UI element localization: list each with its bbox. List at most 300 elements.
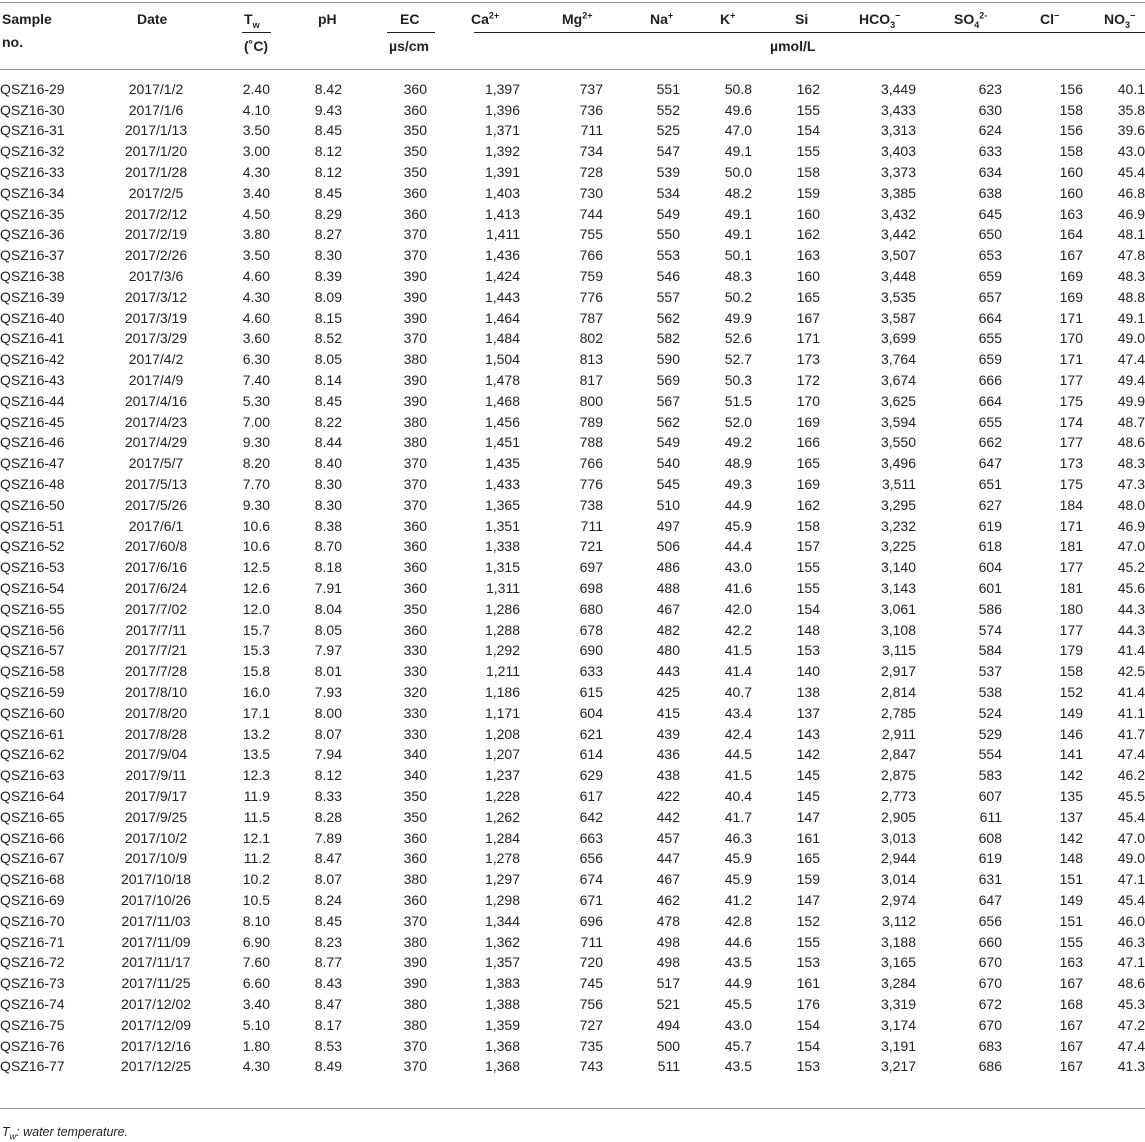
cell-tw: 3.40: [242, 995, 270, 1012]
cell-no3: 47.1: [1117, 871, 1145, 888]
cell-tw: 8.10: [242, 912, 270, 929]
cell-si: 162: [796, 80, 820, 97]
cell-no3: 42.5: [1117, 663, 1145, 680]
table-row: [0, 204, 1145, 225]
cell-cl: 163: [1059, 205, 1083, 222]
table-row: [0, 162, 1145, 183]
cell-mg: 813: [579, 351, 603, 368]
cell-ec: 370: [403, 226, 427, 243]
cell-mg: 711: [580, 933, 603, 950]
cell-mg: 614: [579, 746, 603, 763]
cell-ph: 8.05: [314, 351, 342, 368]
table-row: [0, 641, 1145, 662]
cell-date: 2017/10/26: [120, 891, 192, 908]
cell-k: 43.0: [724, 1016, 752, 1033]
cell-ca: 1,292: [484, 642, 520, 659]
cell-ec: 360: [403, 850, 427, 867]
cell-sample-no: QSZ16-48: [0, 476, 65, 493]
cell-ph: 8.44: [314, 434, 342, 451]
cell-date: 2017/4/16: [124, 392, 188, 409]
cell-hco3: 3,448: [880, 268, 916, 285]
cell-hco3: 3,191: [880, 1037, 916, 1054]
cell-mg: 690: [579, 642, 603, 659]
cell-hco3: 3,433: [880, 101, 916, 118]
cell-ec: 380: [403, 351, 427, 368]
cell-na: 569: [656, 372, 680, 389]
cell-so4: 670: [978, 954, 1002, 971]
cell-date: 2017/11/03: [121, 912, 191, 929]
cell-sample-no: QSZ16-34: [0, 184, 65, 201]
cell-cl: 177: [1059, 434, 1083, 451]
cell-date: 2017/5/13: [124, 476, 188, 493]
cell-hco3: 2,974: [880, 891, 916, 908]
cell-k: 52.7: [724, 351, 752, 368]
cell-ec: 340: [403, 746, 427, 763]
cell-tw: 7.00: [242, 413, 270, 430]
cell-no3: 49.9: [1117, 392, 1145, 409]
cell-no3: 48.6: [1117, 975, 1145, 992]
cell-sample-no: QSZ16-75: [0, 1016, 65, 1033]
cell-cl: 151: [1059, 912, 1083, 929]
cell-k: 48.9: [724, 455, 752, 472]
cell-sample-no: QSZ16-41: [0, 330, 65, 347]
cell-k: 52.6: [724, 330, 752, 347]
cell-so4: 638: [978, 184, 1002, 201]
cell-sample-no: QSZ16-42: [0, 351, 65, 368]
cell-hco3: 3,174: [880, 1016, 916, 1033]
cell-na: 552: [656, 101, 680, 118]
cell-ca: 1,368: [484, 1058, 520, 1075]
cell-sample-no: QSZ16-60: [0, 704, 65, 721]
cell-hco3: 3,764: [880, 351, 916, 368]
cell-ec: 380: [403, 434, 427, 451]
cell-cl: 158: [1059, 101, 1083, 118]
cell-sample-no: QSZ16-66: [0, 829, 65, 846]
cell-si: 169: [796, 476, 820, 493]
cell-sample-no: QSZ16-73: [0, 975, 65, 992]
cell-ca: 1,478: [484, 372, 520, 389]
cell-ec: 370: [403, 496, 427, 513]
cell-tw: 4.10: [242, 101, 270, 118]
cell-ec: 350: [403, 787, 427, 804]
cell-tw: 15.7: [242, 621, 270, 638]
header-k: K+: [720, 10, 736, 27]
cell-so4: 624: [978, 122, 1002, 139]
cell-mg: 789: [579, 413, 603, 430]
cell-na: 415: [656, 704, 680, 721]
cell-mg: 663: [579, 829, 603, 846]
cell-hco3: 3,449: [880, 80, 916, 97]
cell-no3: 48.6: [1117, 434, 1145, 451]
cell-cl: 137: [1059, 808, 1083, 825]
header-so4: $SO_4^{2-}$: [954, 10, 988, 30]
cell-ca: 1,433: [484, 476, 520, 493]
cell-tw: 6.30: [242, 351, 270, 368]
cell-so4: 672: [978, 995, 1002, 1012]
cell-na: 488: [656, 580, 680, 597]
cell-si: 161: [796, 975, 820, 992]
header-conc-unit: µmol/L: [770, 38, 816, 54]
cell-hco3: 2,911: [882, 725, 916, 742]
cell-date: 2017/4/2: [128, 351, 184, 368]
cell-ca: 1,262: [484, 808, 520, 825]
cell-ph: 7.89: [314, 829, 342, 846]
cell-hco3: 3,225: [880, 538, 916, 555]
cell-na: 443: [656, 663, 680, 680]
cell-mg: 629: [579, 767, 603, 784]
cell-no3: 41.3: [1117, 1058, 1145, 1075]
cell-ca: 1,383: [484, 975, 520, 992]
table-row: [0, 287, 1145, 308]
cell-no3: 41.7: [1117, 725, 1145, 742]
cell-ca: 1,397: [484, 80, 520, 97]
cell-ph: 8.24: [314, 891, 342, 908]
cell-date: 2017/5/7: [128, 455, 184, 472]
header-ph: pH: [318, 11, 337, 27]
cell-sample-no: QSZ16-43: [0, 372, 65, 389]
cell-sample-no: QSZ16-71: [0, 933, 65, 950]
cell-hco3: 2,814: [880, 684, 916, 700]
cell-no3: 39.6: [1117, 122, 1145, 139]
cell-date: 2017/12/16: [120, 1037, 192, 1054]
cell-ec: 350: [403, 143, 427, 160]
table-row: [0, 911, 1145, 932]
cell-mg: 738: [579, 496, 603, 513]
cell-mg: 766: [579, 455, 603, 472]
table-row: [0, 745, 1145, 766]
cell-sample-no: QSZ16-51: [0, 517, 65, 534]
cell-sample-no: QSZ16-54: [0, 580, 65, 597]
cell-date: 2017/8/10: [124, 684, 188, 700]
cell-mg: 743: [579, 1058, 603, 1075]
cell-k: 45.9: [724, 871, 752, 888]
table-row: [0, 1056, 1145, 1077]
header-cl: Cl−: [1040, 10, 1060, 27]
table-row: [0, 266, 1145, 287]
cell-ec: 380: [403, 995, 427, 1012]
cell-ph: 8.27: [314, 226, 342, 243]
cell-ca: 1,338: [484, 538, 520, 555]
header-mg: $Mg^{2+}$: [562, 10, 593, 27]
cell-ca: 1,359: [484, 1016, 520, 1033]
cell-no3: 45.3: [1117, 995, 1145, 1012]
cell-sample-no: QSZ16-50: [0, 496, 65, 513]
cell-ca: 1,351: [484, 517, 520, 534]
cell-na: 494: [656, 1016, 680, 1033]
cell-ph: 8.53: [314, 1037, 342, 1054]
cell-mg: 711: [580, 517, 603, 534]
cell-ec: 330: [403, 642, 427, 659]
cell-no3: 46.9: [1117, 205, 1145, 222]
cell-k: 41.5: [724, 642, 752, 659]
cell-cl: 184: [1059, 496, 1083, 513]
cell-sample-no: QSZ16-69: [0, 891, 65, 908]
cell-tw: 4.60: [242, 268, 270, 285]
cell-ca: 1,403: [484, 184, 520, 201]
cell-k: 50.2: [724, 288, 752, 305]
cell-no3: 41.4: [1117, 642, 1145, 659]
cell-tw: 3.60: [242, 330, 270, 347]
cell-date: 2017/2/12: [124, 205, 188, 222]
cell-si: 143: [796, 725, 820, 742]
cell-so4: 645: [978, 205, 1002, 222]
cell-ec: 360: [403, 517, 427, 534]
cell-k: 43.0: [724, 559, 752, 576]
cell-date: 2017/6/16: [124, 559, 188, 576]
cell-mg: 680: [579, 600, 603, 617]
cell-sample-no: QSZ16-33: [0, 164, 65, 181]
cell-tw: 5.10: [242, 1016, 270, 1033]
cell-hco3: 3,625: [880, 392, 916, 409]
cell-so4: 683: [978, 1037, 1002, 1054]
cell-sample-no: QSZ16-52: [0, 538, 65, 555]
table-row: [0, 141, 1145, 162]
cell-sample-no: QSZ16-39: [0, 288, 65, 305]
cell-ph: 9.43: [314, 101, 342, 118]
header-tw-unit: (˚C): [244, 38, 269, 54]
cell-date: 2017/1/20: [124, 143, 188, 160]
cell-no3: 47.8: [1117, 247, 1145, 264]
table-body: [0, 79, 1145, 1077]
cell-date: 2017/9/04: [124, 746, 188, 763]
cell-ec: 360: [403, 580, 427, 597]
table-row: [0, 848, 1145, 869]
cell-ph: 8.28: [314, 808, 342, 825]
cell-sample-no: QSZ16-29: [0, 80, 65, 97]
cell-date: 2017/11/09: [121, 933, 191, 950]
cell-sample-no: QSZ16-30: [0, 101, 65, 118]
cell-ca: 1,284: [484, 829, 520, 846]
cell-na: 498: [656, 954, 680, 971]
cell-ec: 370: [403, 912, 427, 929]
cell-ec: 370: [403, 476, 427, 493]
cell-cl: 167: [1059, 1037, 1083, 1054]
cell-na: 539: [656, 164, 680, 181]
cell-no3: 41.1: [1117, 704, 1145, 721]
cell-tw: 12.3: [242, 767, 270, 784]
cell-ca: 1,468: [484, 392, 520, 409]
cell-mg: 721: [579, 538, 603, 555]
cell-ca: 1,362: [484, 933, 520, 950]
cell-k: 43.5: [724, 954, 752, 971]
cell-so4: 657: [978, 288, 1002, 305]
cell-hco3: 3,674: [880, 372, 916, 389]
cell-cl: 156: [1059, 80, 1083, 97]
cell-ca: 1,208: [484, 725, 520, 742]
cell-ec: 390: [403, 288, 427, 305]
cell-k: 49.1: [724, 143, 752, 160]
table-row: [0, 724, 1145, 745]
cell-no3: 48.3: [1117, 268, 1145, 285]
cell-so4: 623: [978, 80, 1002, 97]
cell-date: 2017/11/25: [121, 975, 191, 992]
cell-k: 44.9: [724, 975, 752, 992]
cell-ph: 8.39: [314, 268, 342, 285]
table-row: [0, 308, 1145, 329]
cell-k: 49.1: [724, 205, 752, 222]
cell-na: 436: [656, 746, 680, 763]
cell-ph: 7.94: [314, 746, 342, 763]
cell-mg: 776: [579, 476, 603, 493]
cell-ec: 350: [403, 808, 427, 825]
cell-k: 50.8: [724, 80, 752, 97]
cell-sample-no: QSZ16-45: [0, 413, 65, 430]
cell-so4: 604: [978, 559, 1002, 576]
cell-tw: 13.5: [242, 746, 270, 763]
cell-ca: 1,288: [484, 621, 520, 638]
cell-so4: 670: [978, 975, 1002, 992]
cell-date: 2017/3/12: [124, 288, 188, 305]
cell-cl: 148: [1059, 850, 1083, 867]
cell-ph: 8.29: [314, 205, 342, 222]
cell-so4: 611: [979, 808, 1002, 825]
cell-ph: 8.45: [314, 184, 342, 201]
cell-date: 2017/10/9: [124, 850, 188, 867]
cell-hco3: 3,403: [880, 143, 916, 160]
cell-mg: 737: [579, 80, 603, 97]
cell-na: 582: [656, 330, 680, 347]
cell-k: 45.5: [724, 995, 752, 1012]
cell-ph: 8.12: [314, 143, 342, 160]
cell-so4: 607: [978, 787, 1002, 804]
cell-ph: 8.30: [314, 247, 342, 264]
cell-date: 2017/9/17: [124, 787, 188, 804]
cell-cl: 170: [1059, 330, 1083, 347]
cell-no3: 46.8: [1117, 184, 1145, 201]
cell-k: 49.2: [724, 434, 752, 451]
cell-ec: 370: [403, 247, 427, 264]
cell-sample-no: QSZ16-59: [0, 684, 65, 700]
cell-hco3: 3,140: [880, 559, 916, 576]
cell-hco3: 3,232: [880, 517, 916, 534]
cell-cl: 163: [1059, 954, 1083, 971]
cell-ph: 8.47: [314, 995, 342, 1012]
cell-so4: 608: [978, 829, 1002, 846]
cell-mg: 698: [579, 580, 603, 597]
cell-mg: 766: [579, 247, 603, 264]
cell-na: 480: [656, 642, 680, 659]
cell-ca: 1,228: [484, 787, 520, 804]
table-row: [0, 495, 1145, 516]
table-row: [0, 557, 1145, 578]
cell-date: 2017/1/13: [124, 122, 188, 139]
cell-no3: 44.3: [1117, 600, 1145, 617]
cell-tw: 7.70: [242, 476, 270, 493]
cell-no3: 49.0: [1117, 850, 1145, 867]
cell-so4: 574: [978, 621, 1002, 638]
cell-si: 140: [796, 663, 820, 680]
table-row: [0, 391, 1145, 412]
cell-ec: 330: [403, 663, 427, 680]
cell-tw: 10.6: [242, 538, 270, 555]
cell-hco3: 3,115: [882, 642, 916, 659]
cell-tw: 11.9: [243, 787, 270, 804]
cell-no3: 43.0: [1117, 143, 1145, 160]
cell-na: 545: [656, 476, 680, 493]
cell-tw: 4.30: [242, 288, 270, 305]
cell-hco3: 3,284: [880, 975, 916, 992]
cell-k: 50.3: [724, 372, 752, 389]
cell-tw: 17.1: [242, 704, 270, 721]
cell-ec: 360: [403, 559, 427, 576]
cell-mg: 756: [579, 995, 603, 1012]
cell-tw: 4.60: [242, 309, 270, 326]
cell-no3: 47.4: [1117, 746, 1145, 763]
cell-si: 154: [796, 1037, 820, 1054]
cell-no3: 48.1: [1117, 226, 1145, 243]
cell-ec: 390: [403, 372, 427, 389]
cell-ph: 8.45: [314, 122, 342, 139]
cell-si: 154: [796, 1016, 820, 1033]
header-ec-rule: [387, 32, 435, 33]
cell-ec: 350: [403, 600, 427, 617]
cell-date: 2017/2/19: [124, 226, 188, 243]
cell-sample-no: QSZ16-76: [0, 1037, 65, 1054]
cell-mg: 617: [579, 787, 603, 804]
cell-hco3: 3,442: [880, 226, 916, 243]
cell-ca: 1,171: [484, 704, 520, 721]
cell-cl: 135: [1059, 787, 1083, 804]
cell-sample-no: QSZ16-74: [0, 995, 65, 1012]
cell-hco3: 2,905: [880, 808, 916, 825]
cell-na: 447: [656, 850, 680, 867]
cell-na: 553: [656, 247, 680, 264]
cell-si: 165: [796, 288, 820, 305]
cell-ph: 8.01: [314, 663, 342, 680]
cell-si: 147: [796, 808, 820, 825]
cell-ca: 1,286: [484, 600, 520, 617]
cell-ec: 360: [403, 184, 427, 201]
cell-ph: 8.23: [314, 933, 342, 950]
cell-tw: 12.1: [242, 829, 270, 846]
cell-ca: 1,451: [484, 434, 520, 451]
cell-na: 534: [656, 184, 680, 201]
cell-ph: 8.30: [314, 496, 342, 513]
cell-so4: 529: [978, 725, 1002, 742]
cell-tw: 10.2: [242, 871, 270, 888]
cell-hco3: 3,511: [882, 476, 916, 493]
cell-no3: 46.9: [1117, 517, 1145, 534]
cell-ph: 8.40: [314, 455, 342, 472]
cell-date: 2017/4/29: [124, 434, 188, 451]
cell-ca: 1,424: [484, 268, 520, 285]
cell-so4: 633: [978, 143, 1002, 160]
header-na: Na+: [650, 10, 674, 27]
cell-na: 482: [656, 621, 680, 638]
cell-ec: 340: [403, 767, 427, 784]
cell-ec: 330: [403, 704, 427, 721]
cell-no3: 48.3: [1117, 455, 1145, 472]
cell-sample-no: QSZ16-53: [0, 559, 65, 576]
cell-hco3: 3,143: [880, 580, 916, 597]
cell-k: 49.6: [724, 101, 752, 118]
cell-ca: 1,298: [484, 891, 520, 908]
cell-cl: 179: [1059, 642, 1083, 659]
cell-k: 49.9: [724, 309, 752, 326]
cell-ph: 8.77: [314, 954, 342, 971]
cell-cl: 180: [1059, 600, 1083, 617]
cell-ph: 7.91: [314, 580, 342, 597]
cell-si: 171: [796, 330, 820, 347]
cell-sample-no: QSZ16-40: [0, 309, 65, 326]
cell-na: 549: [656, 205, 680, 222]
cell-mg: 817: [579, 372, 603, 389]
table-top-rule: [0, 2, 1145, 3]
cell-date: 2017/11/17: [121, 954, 191, 971]
cell-k: 49.1: [724, 226, 752, 243]
cell-tw: 3.50: [242, 122, 270, 139]
cell-so4: 647: [978, 891, 1002, 908]
